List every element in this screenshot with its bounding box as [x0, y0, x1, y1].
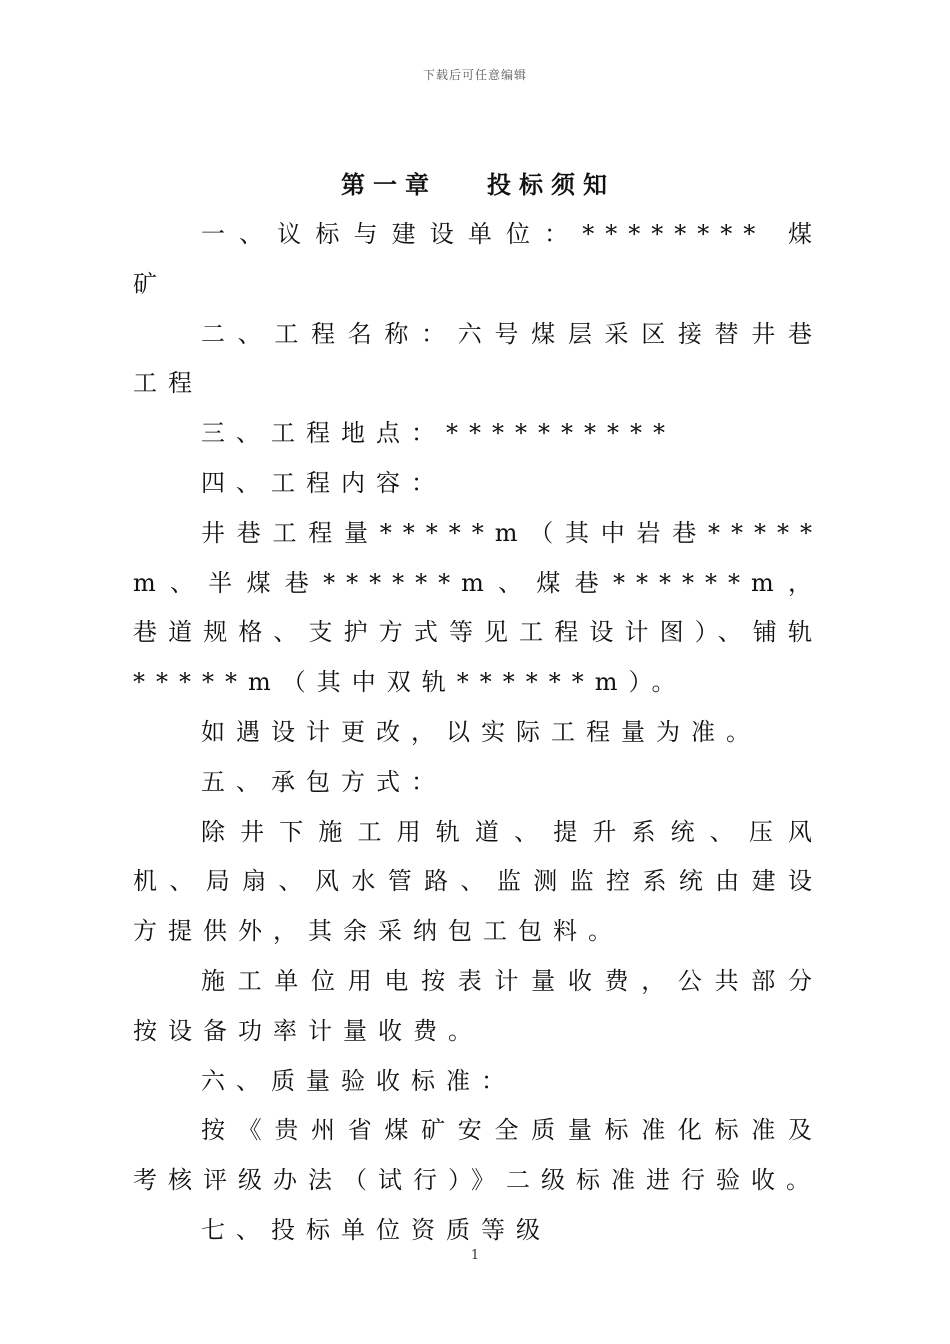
document-body	[133, 160, 823, 1256]
clause-electricity-fee: 施工单位用电按表计量收费，公共部分按设备功率计量收费。	[133, 966, 823, 1045]
clause-project-location: 三、工程地点：**********	[201, 419, 676, 448]
clause-project-content-heading: 四、工程内容：	[201, 468, 446, 497]
chapter-title	[133, 160, 823, 210]
clause-qualification-heading: 七、投标单位资质等级	[201, 1215, 551, 1244]
chapter-name: 投标须知	[487, 170, 615, 199]
clause-tender-party: 一、议标与建设单位：******** 煤矿	[133, 220, 823, 298]
header-note: 下载后可任意编辑	[422, 68, 527, 82]
chapter-number: 第一章	[341, 170, 437, 199]
clause-design-change-note: 如遇设计更改，以实际工程量为准。	[201, 717, 761, 746]
clause-project-content-body: 井巷工程量*****m（其中岩巷*****m、半煤巷******m、煤巷******m，巷道规格、支护方式等见工程设计图）、铺轨*****m（其中双轨******m）。	[133, 518, 823, 697]
clause-quality-heading: 六、质量验收标准：	[201, 1066, 516, 1095]
clause-contract-method-body: 除井下施工用轨道、提升系统、压风机、局扇、风水管路、监测监控系统由建设方提供外，其余采纳包工包料。	[133, 817, 823, 946]
clause-quality-body: 按《贵州省煤矿安全质量标准化标准及考核评级办法（试行）》二级标准进行验收。	[133, 1116, 823, 1195]
clause-contract-method-heading: 五、承包方式：	[201, 767, 446, 796]
page-number: 1	[470, 1248, 480, 1263]
clause-project-name: 二、工程名称：六号煤层采区接替井巷工程	[133, 319, 823, 398]
